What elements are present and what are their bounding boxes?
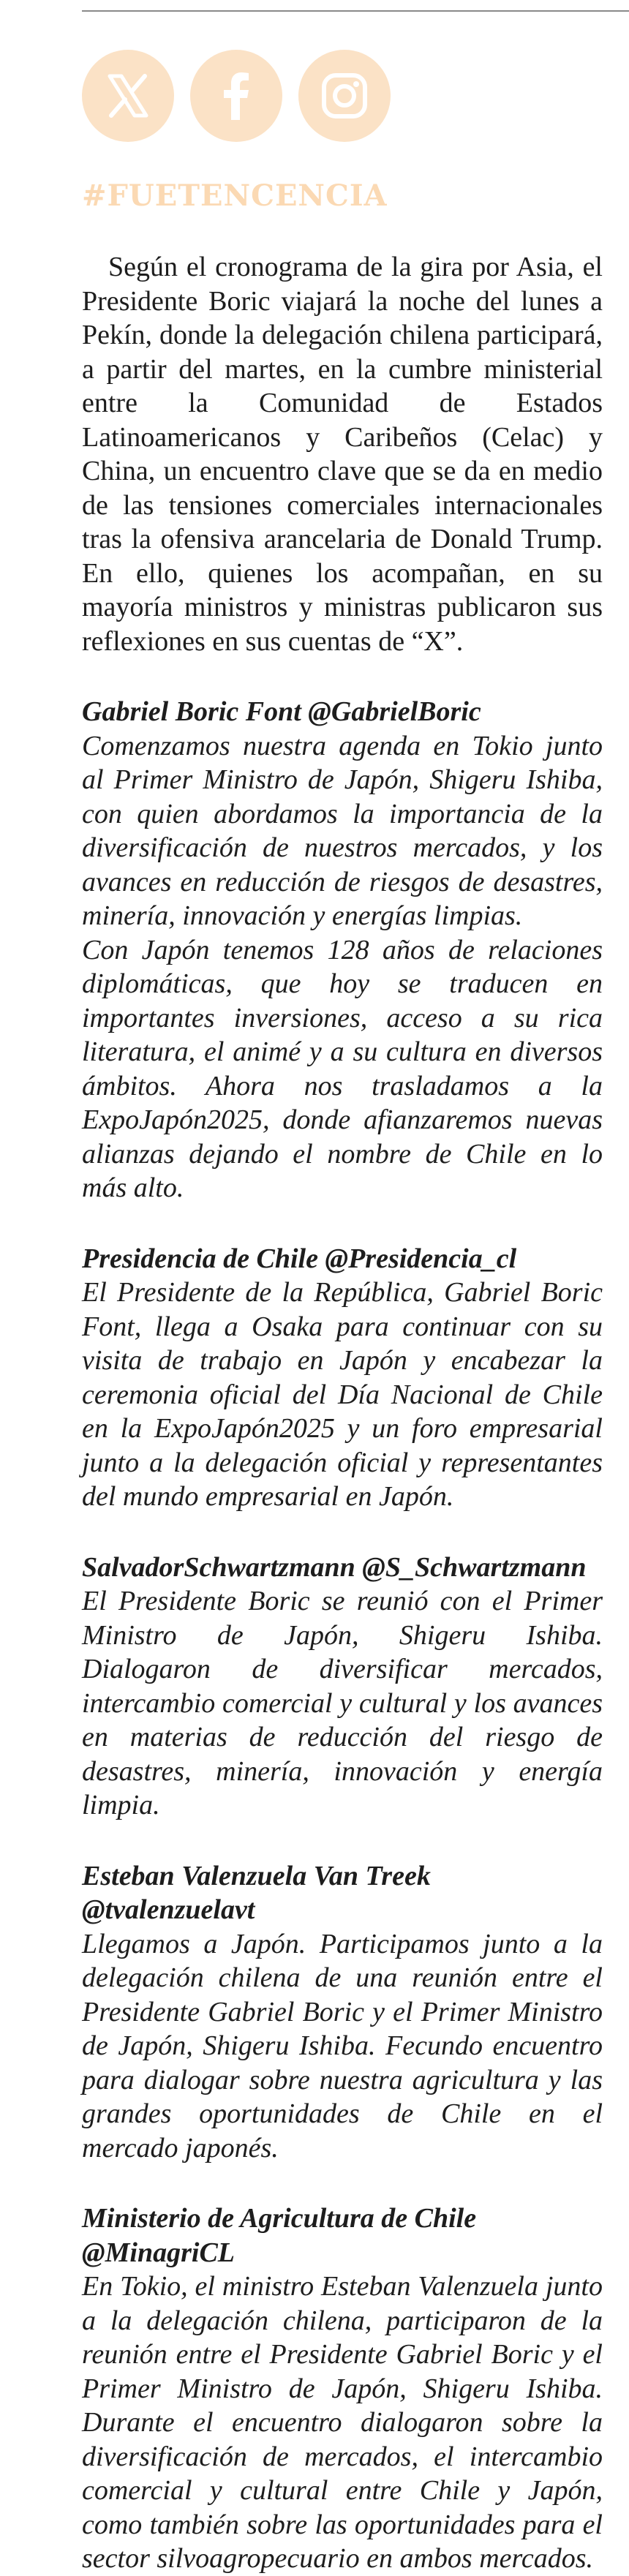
post-text: Con Japón tenemos 128 años de relaciones diplomáticas, que hoy se traducen en importantes inversiones, acceso a su rica literatura, el animé y a su cultura en diversos ámbitos. Ahora nos trasladamos a la ExpoJapón2025, donde afianzaremos nuevas alianzas dejando el nombre de Chile en lo más alto. — [82, 934, 603, 1203]
post-text: En Tokio, el ministro Esteban Valenzuela junto a la delegación chilena, participaron de la reunión entre el Presidente Gabriel Boric y el Primer Ministro de Japón, Shigeru Ishiba. Durante el encuentro dialogaron sobre la diversificación de mercados, el intercambio comercial y cultural entre Chile y Japón, como también sobre las oportunidades para el sector silvoagropecuario en ambos mercados. — [82, 2271, 603, 2574]
social-share-bar — [82, 50, 391, 142]
post-author: Esteban Valenzuela Van Treek @tvalenzuelavt — [82, 1860, 431, 1925]
post-text: El Presidente Boric se reunió con el Primer Ministro de Japón, Shigeru Ishiba. Dialogaron de diversificar mercados, intercambio comercial y cultural y los avances en materias de reducción del riesgo de desastres, minería, innovación y energía limpia. — [82, 1586, 603, 1820]
post-author: Gabriel Boric Font @GabrielBoric — [82, 696, 481, 727]
post-boric — [82, 695, 603, 1205]
post-valenzuela — [82, 1859, 603, 2166]
post-text: El Presidente de la República, Gabriel Boric Font, llega a Osaka para continuar con su visita de trabajo en Japón y encabezar la ceremonia oficial del Día Nacional de Chile en la ExpoJapón2025 y un foro empresarial junto a la delegación oficial y representantes del mundo empresarial en Japón. — [82, 1277, 603, 1512]
post-author: Presidencia de Chile @Presidencia_cl — [82, 1243, 517, 1274]
post-author: Ministerio de Agricultura de Chile @MinagriCL — [82, 2203, 477, 2268]
facebook-share-button[interactable] — [190, 50, 282, 142]
post-presidencia — [82, 1242, 603, 1514]
post-text: Comenzamos nuestra agenda en Tokio junto al Primer Ministro de Japón, Shigeru Ishiba, con quien abordamos la importancia de la diversificación de nuestros mercados, y los avances en reducción de riesgos de desastres, minería, innovación y energías limpias. — [82, 730, 603, 931]
section-hashtag: #FUETENCENCIA — [82, 178, 388, 213]
x-icon — [102, 70, 154, 121]
x-share-button[interactable] — [82, 50, 174, 142]
article-body — [82, 250, 603, 2576]
top-divider — [82, 10, 629, 12]
facebook-icon — [211, 70, 262, 121]
instagram-share-button[interactable] — [298, 50, 391, 142]
post-schwartzmann — [82, 1551, 603, 1823]
post-minagri — [82, 2202, 603, 2576]
intro-paragraph: Según el cronograma de la gira por Asia, el Presidente Boric viajará la noche del lunes a Pekín, donde la delegación chilena participará, a partir del martes, en la cumbre ministerial entre la Comunidad de Estados Latinoamericanos y Caribeños (Celac) y China, un encuentro clave que se da en medio de las tensiones comerciales internacionales tras la ofensiva arancelaria de Donald Trump. En ello, quienes los acompañan, en su mayoría ministros y ministras publicaron sus reflexiones en sus cuentas de “X”. — [82, 252, 603, 657]
post-author: SalvadorSchwartzmann @S_Schwartzmann — [82, 1551, 587, 1583]
post-text: Llegamos a Japón. Participamos junto a la delegación chilena de una reunión entre el Presidente Gabriel Boric y el Primer Ministro de Japón, Shigeru Ishiba. Fecundo encuentro para dialogar sobre nuestra agricultura y las grandes oportunidades de Chile en el mercado japonés. — [82, 1928, 603, 2163]
instagram-icon — [318, 69, 371, 122]
